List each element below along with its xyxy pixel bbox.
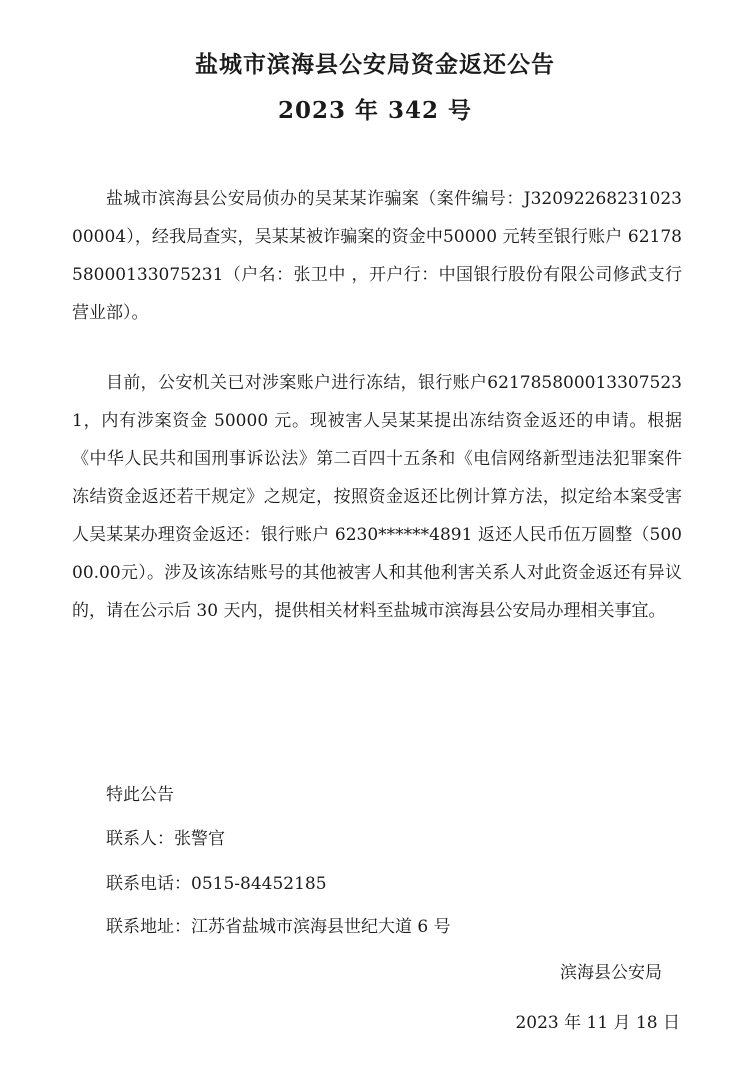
signature-date: 2023 年 11 月 18 日: [515, 1013, 680, 1033]
document-title: 盐城市滨海县公安局资金返还公告: [195, 51, 555, 78]
body-paragraph-case: 盐城市滨海县公安局侦办的吴某某诈骗案（案件编号：J3209226823102300004），经我局查实，吴某某被诈骗案的资金中50000 元转至银行账户 6217858000133075231（户名：张卫中 ，开户行：中国银行股份有限公司修武支行营业部）。: [72, 189, 682, 323]
notice-text: 特此公告: [106, 785, 174, 805]
contact-person: 联系人：张警官: [106, 829, 225, 849]
signature-organization: 滨海县公安局: [560, 963, 662, 983]
contact-address: 联系地址：江苏省盐城市滨海县世纪大道 6 号: [106, 917, 451, 937]
body-paragraph-return: 目前，公安机关已对涉案账户进行冻结，银行账户6217858000133075231，内有涉案资金 50000 元。现被害人吴某某提出冻结资金返还的申请。根据《中华人民共和国刑事诉讼法》第二百四十五条和《电信网络新型违法犯罪案件冻结资金返还若干规定》之规定，按照资金返还比例计算方法，拟定给本案受害人吴某某办理资金返还：银行账户 6230******4891 返还人民币伍万圆整（50000.00元）。涉及该冻结账号的其他被害人和其他利害关系人对此资金返还有异议的，请在公示后 30 天内，提供相关材料至盐城市滨海县公安局办理相关事宜。: [72, 373, 682, 621]
contact-phone: 联系电话：0515-84452185: [106, 874, 327, 894]
document-number: 2023 年 342 号: [277, 97, 473, 124]
